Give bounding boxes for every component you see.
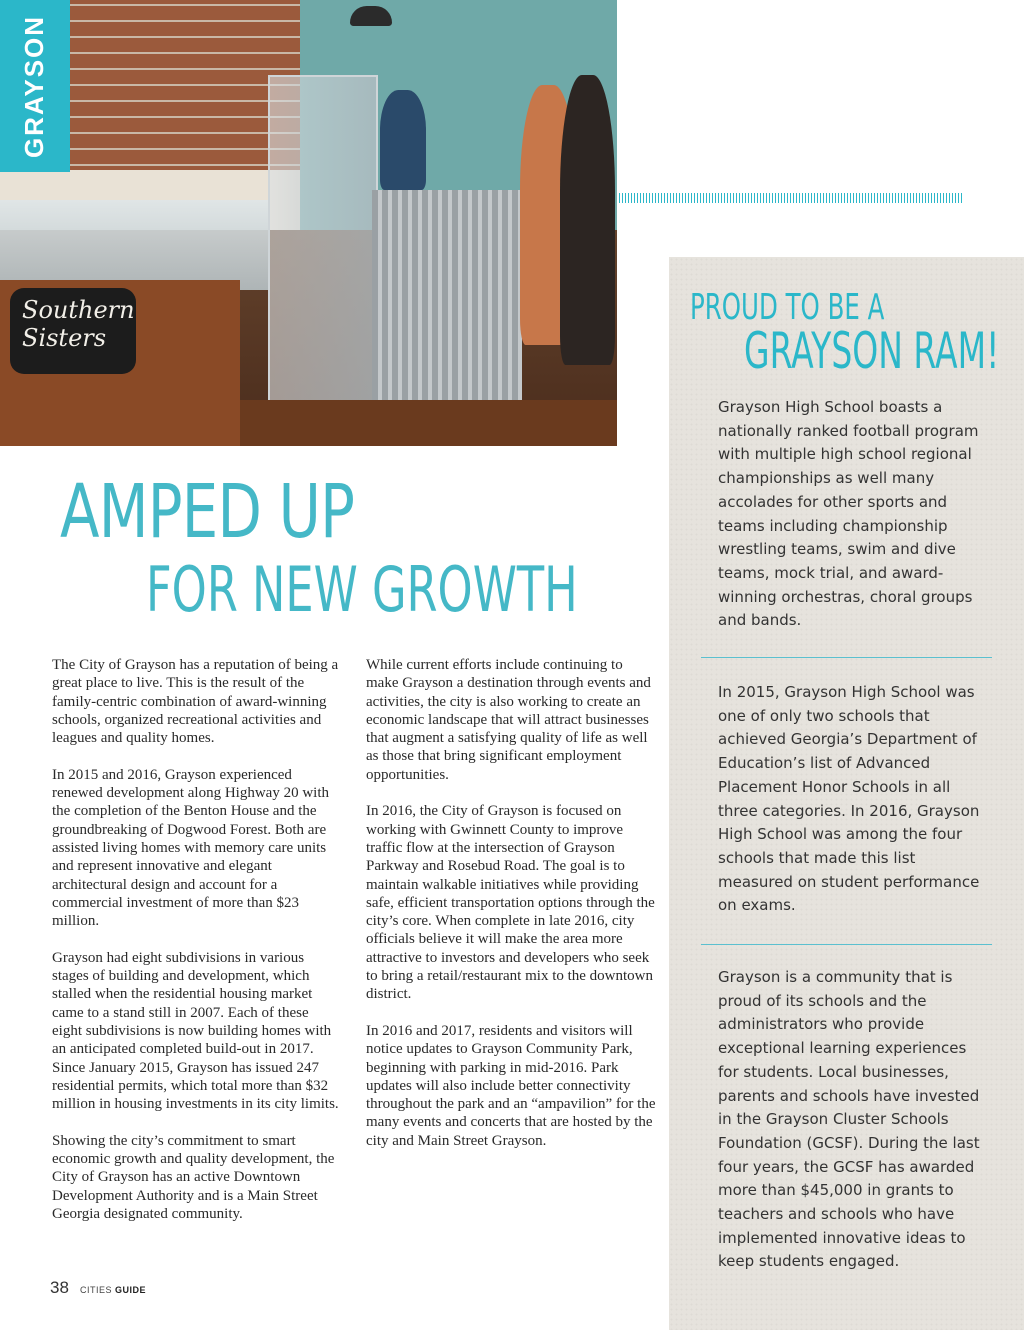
publication-name — [80, 1285, 146, 1295]
checkout-desk — [372, 190, 522, 405]
page-number: 38 — [50, 1278, 69, 1297]
article-paragraph: In 2015 and 2016, Grayson experienced renewed development along Highway 20 with the completion of the Benton House and the groundbreaking of Dogwood Forest. Both are assisted living homes with memory care units and represent innovative and elegant architectural design and account for a commercial investment of more than $23 million. — [52, 766, 330, 930]
sidebar-paragraph-3 — [718, 966, 988, 1274]
shopper-figure — [560, 75, 615, 365]
article-paragraph: While current efforts include continuing to make Grayson a destination through events and activities, the city is also working to create an economic landscape that will attract businesses that augment a satisfying quality of life as well as those that bring significant employment opportunities. — [366, 657, 651, 783]
headline-line1: AMPED UP — [60, 469, 355, 555]
article-paragraph: In 2016 and 2017, residents and visitors will notice updates to Grayson Community Park, beginning with parking in mid-2016. Park updates will also include better connectivity throughout the park and an “ampavilion” for the many events and concerts that are hosted by the city and Main Street Grayson. — [366, 1022, 656, 1149]
article-paragraph: In 2016, the City of Grayson is focused on working with Gwinnett County to improve traffic flow at the intersection of Grayson Parkway and Rosebud Road. The goal is to maintain walkable initiatives while providing safe, efficient transportation options through the city’s core. When complete in late 2016, city officials believe it will make the area more attractive to investors and developers who seek to bring a retail/restaurant mix to the downtown district. — [366, 803, 655, 1003]
section-tab — [0, 0, 70, 172]
publication-name-light: CITIES — [80, 1285, 113, 1295]
sidebar-paragraph-1 — [718, 396, 988, 633]
article-paragraph: Grayson had eight subdivisions in various stages of building and development, which stalled when the residential housing market came to a stand still in 2007. Each of these eight subdivisions is now building homes with an anticipated completed build-out in 2017. Since January 2015, Grayson has issued 247 residential permits, which total more than $32 million in housing investments in its city limits. — [52, 949, 339, 1113]
pendant-lamp — [350, 6, 392, 26]
sidebar-text: Grayson High School boasts a nationally ranked football program with multiple high school regional championships as well many accolades for other sports and teams including championship wrestling teams, swim and dive teams, mock trial, and award-winning orchestras, choral groups and bands. — [718, 398, 979, 630]
wood-floor — [240, 400, 617, 446]
decorative-tick-rule — [619, 193, 963, 203]
sidebar-text: In 2015, Grayson High School was one of only two schools that achieved Georgia’s Department of Education’s list of Advanced Placement Honor Schools in all three categories. In 2016, Grayson High School was among the four schools that made this list measured on student performance on exams. — [718, 683, 980, 915]
article-column-1 — [52, 656, 342, 1242]
article-paragraph: Showing the city’s commitment to smart economic growth and quality development, the City of Grayson has an active Downtown Development Authority and is a Main Street Georgia designated community. — [52, 1132, 335, 1222]
sidebar-divider — [701, 657, 992, 658]
sidebar-divider — [701, 944, 992, 945]
sidebar-text: Grayson is a community that is proud of its schools and the administrators who provide exceptional learning experiences for students. Local businesses, parents and schools have invested in the Grayson Cluster Schools Foundation (GCSF). During the last four years, the GCSF has awarded more than $45,000 in grants to teachers and schools who have implemented innovative ideas to keep students engaged. — [718, 968, 980, 1271]
glass-display-case — [0, 200, 270, 290]
publication-name-bold: GUIDE — [115, 1285, 147, 1295]
sidebar-title-line2: GRAYSON RAM! — [744, 322, 1000, 380]
section-tab-label: GRAYSON — [19, 14, 50, 158]
glass-tower-display — [268, 75, 378, 446]
store-photo — [0, 0, 617, 446]
sidebar-paragraph-2 — [718, 681, 988, 918]
store-sign: Southern Sisters — [10, 288, 136, 374]
headline-line2: FOR NEW GROWTH — [146, 553, 578, 626]
sidebar-title-line1: PROUD TO BE A — [690, 287, 885, 328]
shopper-figure — [380, 90, 426, 190]
article-column-2 — [366, 656, 656, 1168]
article-paragraph: The City of Grayson has a reputation of being a great place to live. This is the result of the family-centric combination of award-winning schools, organized recreational activities and leagues and quality homes. — [52, 657, 339, 747]
